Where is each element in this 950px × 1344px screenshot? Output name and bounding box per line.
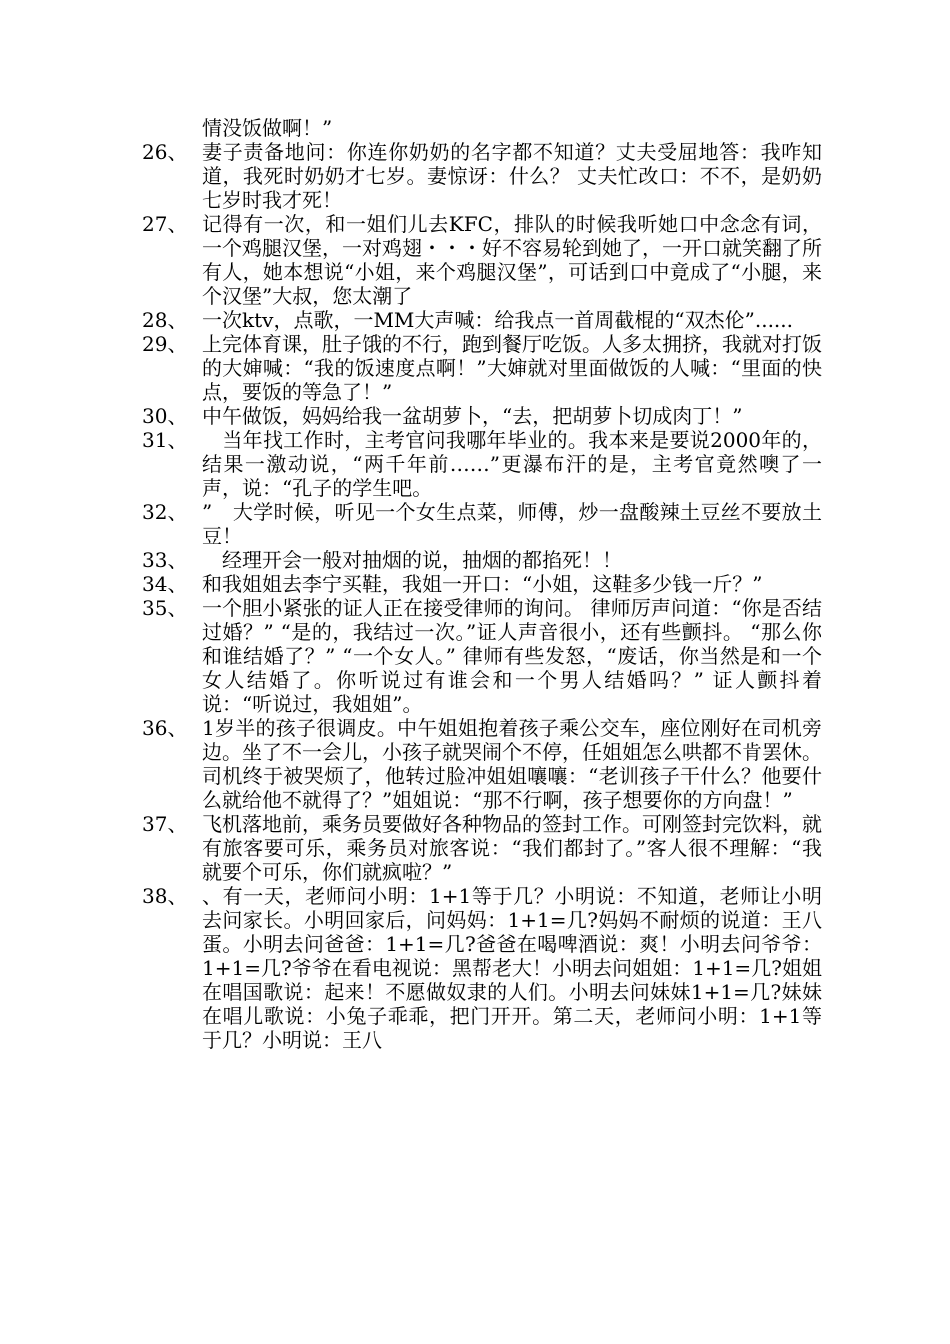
list-item — [142, 428, 822, 500]
item-text: 、有一天，老师问小明：1+1等于几？小明说：不知道，老师让小明去问家长。小明回家后，问妈妈：1+1=几?妈妈不耐烦的说道：王八蛋。小明去问爸爸：1+1=几?爸爸在喝啤酒说：爽！小明去问爷爷：1+1=几?爷爷在看电视说：黑帮老大！小明去问姐姐：1+1=几?姐姐在唱国歌说：起来！不愿做奴隶的人们。小明去问妹妹1+1=几?妹妹在唱儿歌说：小兔子乖乖，把门开开。第二天，老师问小明：1+1等于几？小明说：王八 — [202, 884, 822, 1052]
list-item — [142, 812, 822, 884]
item-number: 30、 — [142, 404, 188, 428]
item-number: 34、 — [142, 572, 188, 596]
item-text: 经理开会一般对抽烟的说，抽烟的都掐死！！ — [202, 548, 622, 572]
item-text: 上完体育课，肚子饿的不行，跑到餐厅吃饭。人多太拥挤，我就对打饭的大婶喊：“我的饭速度点啊！”大婶就对里面做饭的人喊：“里面的快点，要饭的等急了！” — [202, 332, 822, 404]
item-number: 36、 — [142, 716, 188, 740]
list-item — [142, 212, 822, 308]
list-item — [142, 404, 822, 428]
list-item — [142, 140, 822, 212]
item-text: 飞机落地前，乘务员要做好各种物品的签封工作。可刚签封完饮料，就有旅客要可乐，乘务员对旅客说：“我们都封了。”客人很不理解：“我就要个可乐，你们就疯啦？” — [202, 812, 822, 884]
list-item — [142, 332, 822, 404]
item-text: ” 大学时候，听见一个女生点菜，师傅，炒一盘酸辣土豆丝不要放土豆！ — [202, 500, 822, 548]
item-text: 情没饭做啊！” — [202, 116, 333, 140]
item-number: 31、 — [142, 428, 188, 452]
item-text: 1岁半的孩子很调皮。中午姐姐抱着孩子乘公交车，座位刚好在司机旁边。坐了不一会儿，小孩子就哭闹个不停，任姐姐怎么哄都不肯罢休。司机终于被哭烦了，他转过脸冲姐姐嚷嚷：“老训孩子干什么？他要什么就给他不就得了？”姐姐说：“那不行啊，孩子想要你的方向盘！” — [202, 716, 822, 812]
list-item — [142, 572, 822, 596]
item-text: 当年找工作时，主考官问我哪年毕业的。我本来是要说2000年的，结果一激动说，“两千年前……”更瀑布汗的是，主考官竟然噢了一声，说：“孔子的学生吧。 — [202, 428, 822, 500]
item-number: 27、 — [142, 212, 188, 236]
item-number: 28、 — [142, 308, 188, 332]
item-number: 32、 — [142, 500, 188, 524]
item-text: 中午做饭，妈妈给我一盆胡萝卜，“去，把胡萝卜切成肉丁！” — [202, 404, 743, 428]
list-item — [142, 500, 822, 548]
item-text: 和我姐姐去李宁买鞋，我姐一开口：“小姐，这鞋多少钱一斤？” — [202, 572, 763, 596]
item-number: 26、 — [142, 140, 188, 164]
item-number: 35、 — [142, 596, 188, 620]
item-text: 记得有一次，和一姐们儿去KFC，排队的时候我听她口中念念有词，一个鸡腿汉堡，一对鸡翅・・・好不容易轮到她了，一开口就笑翻了所有人，她本想说“小姐，来个鸡腿汉堡”，可话到口中竟成了“小腿，来个汉堡”大叔，您太潮了 — [202, 212, 822, 308]
list-item — [142, 596, 822, 716]
item-number: 38、 — [142, 884, 188, 908]
list-item — [142, 716, 822, 812]
list-item — [142, 308, 822, 332]
list-item — [142, 548, 822, 572]
item-number: 29、 — [142, 332, 188, 356]
joke-list — [142, 116, 822, 1052]
list-item — [142, 116, 822, 140]
item-text: 妻子责备地问：你连你奶奶的名字都不知道？丈夫受屈地答：我咋知道，我死时奶奶才七岁。妻惊讶：什么？ 丈夫忙改口：不不，是奶奶七岁时我才死！ — [202, 140, 822, 212]
item-number: 33、 — [142, 548, 188, 572]
item-text: 一次ktv，点歌，一MM大声喊：给我点一首周截棍的“双杰伦”...... — [202, 308, 794, 332]
item-number: 37、 — [142, 812, 188, 836]
item-text: 一个胆小紧张的证人正在接受律师的询问。 律师厉声问道：“你是否结过婚？” “是的，我结过一次。”证人声音很小，还有些颤抖。 “那么你和谁结婚了？” “一个女人。” 律师有些发怒，“废话，你当然是和一个女人结婚了。你听说过有谁会和一个男人结婚吗？” 证人颤抖着说：“听说过，我姐姐”。 — [202, 596, 822, 716]
list-item — [142, 884, 822, 1052]
